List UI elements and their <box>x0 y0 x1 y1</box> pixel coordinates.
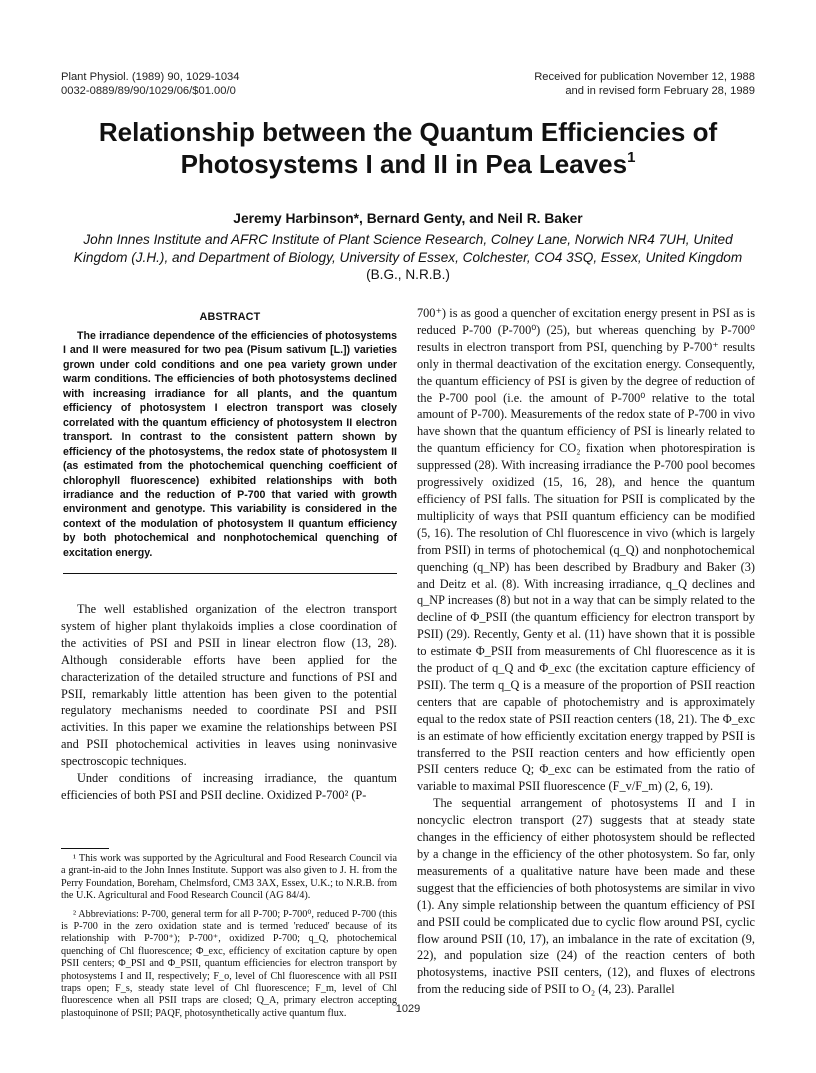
footnotes <box>61 853 397 1026</box>
affiliation-line-3: (B.G., N.R.B.) <box>366 267 450 282</box>
abstract-text: The irradiance dependence of the efficiencies of photosystems I and II were measured for two pea (Pisum sativum [L.]) varieties grown under cold conditions and one pea variety grown under warm conditions. The efficiencies of both photosystems declined with increasing irradiance for all plants, and the quantum efficiency of photosystem I electron transport was closely correlated with the quantum efficiency of photosystem II electron transport. In contrast to the consistent pattern shown by efficiency of the photosystems, the redox state of photosystem II (as estimated from the photochemical quenching coefficient of chlorophyll fluorescence) exhibited relationships with both irradiance and the reduction of P-700 that varied with growth environment and genotype. This variability is considered in the context of the modulation of photosystem II quantum efficiency by both photochemical and nonphotochemical quenching of excitation energy. <box>63 330 397 559</box>
title-line-2 <box>60 148 756 180</box>
right-paragraph-1: 700⁺) is as good a quencher of excitation energy present in PSI as is reduced P-700 (P-700⁰) (25), but whereas quenching by P-700⁰ results in electron transport from PSI, quenching by P-700⁺ results only in thermal deactivation of the excitation energy. Consequently, the quantum efficiency of PSI is given by the degree of reduction of the P-700 pool (i.e. the amount of P-700⁰ relative to the total amount of P-700). Measurements of the redox state of P-700 in vivo have shown that the quantum efficiency of PSI is linearly related to the quantum efficiency for CO₂ fixation when photorespiration is suppressed (28). With increasing irradiance the P-700 pool becomes progressively oxidized (15, 16, 28), and hence the quantum efficiency of PSI falls. The situation for PSII is complicated by the multiplicity of ways that PSII quantum efficiency can be modified (5, 16). The resolution of Chl fluorescence in vivo (which is largely from PSII) in terms of photochemical (q_Q) and nonphotochemical quenching (q_NP) has been described by Bradbury and Baker (3) and Deitz et al. (8). With increasing irradiance, q_Q declines and q_NP increases (8) but not in a way that can be simply related to the decline of Φ_PSII (the quantum efficiency for electron transport by PSII) (29). Recently, Genty et al. (11) have shown that it is possible to estimate Φ_PSII from measurements of Chl fluorescence as it is the product of q_Q and Φ_exc (the excitation capture efficiency of PSII). The term q_Q is a measure of the proportion of PSII reaction centers that are capable of photochemistry and is approximately equal to the redox state of PSII reaction centers (18, 21). The Φ_exc is an estimate of how efficiently excitation energy trapped by PSII is transferred to the PSII reaction centers and how efficiently open PSII centers reduce Q; Φ_exc can be estimated from the ratio of variable to maximal PSII fluorescence (F_v/F_m) (2, 6, 19). <box>417 306 755 794</box>
paper-title <box>60 116 756 180</box>
intro-paragraph-1: The well established organization of the electron transport system of higher plant thylakoids implies a close coordination of the activities of PSI and PSII in linear electron flow (13, 28). Although considerable efforts have been applied for the characterization of the detailed structure and functions of PSI and PSII, remarkably little attention has been given to the potential regulatory mechanisms needed to coordinate PSI and PSII activities. In this paper we examine the relationships between PSI and PSII photochemical activities in leaves using noninvasive spectroscopic techniques. <box>61 602 397 769</box>
title-line-2-text: Photosystems I and II in Pea Leaves <box>180 149 628 179</box>
journal-citation <box>61 70 240 98</box>
journal-line-2: 0032-0889/89/90/1029/06/$01.00/0 <box>61 85 236 97</box>
intro-column <box>61 601 397 804</box>
received-dates <box>534 70 755 98</box>
footnote-2: ² Abbreviations: P-700, general term for all P-700; P-700⁰, reduced P-700 (this is P-700 in the zero oxidation state and is termed 'reduced' because of its relationship with P-700⁺); P-700⁺, oxidized P-700; q_Q, photochemical quenching of Chl fluorescence; Φ_exc, efficiency of excitation capture by open PSII centers; Φ_PSI and Φ_PSII, quantum efficiencies for electron transport by photosystems I and II, respectively; F_o, level of Chl fluorescence with all PSII traps open; F_s, steady state level of Chl fluorescence; F_m, level of Chl fluorescence when all PSII traps are closed; Q_A, primary electron accepting plastoquinone of PSII; PAQF, photosynthetically active quantum flux. <box>61 908 397 1019</box>
title-line-1: Relationship between the Quantum Efficiencies of <box>98 117 718 147</box>
title-footnote-mark: 1 <box>627 149 636 166</box>
right-paragraph-2: The sequential arrangement of photosystems II and I in noncyclic electron transport (27) suggests that at steady state changes in the efficiency of either photosystem should be reflected by a change in the efficiency of the other photosystem. So far, only measurements of a qualitative nature have been made and these suggest that the efficiencies of both photosystems are similar in vivo (1). Any simple relationship between the quantum efficiency of PSI and PSII could be complicated due to cyclic flow around PSI, cyclic flow around PSII (10, 17), an imbalance in the rate of excitation (9, 22), and population size (24) of the reaction centers of both photosystems, inactive PSII centers, (12), and fluxes of electrons from the reducing side of PSII to O₂ (4, 23). Parallel <box>417 796 755 997</box>
footnote-divider <box>61 848 109 849</box>
abstract-divider <box>63 573 397 574</box>
abstract-heading: ABSTRACT <box>199 311 261 323</box>
author-list: Jeremy Harbinson*, Bernard Genty, and Neil R. Baker <box>233 211 583 226</box>
affiliation-line-2: Kingdom (J.H.), and Department of Biology, University of Essex, Colchester, CO4 3SQ, Essex, United Kingdom <box>73 249 743 265</box>
intro-paragraph-2: Under conditions of increasing irradiance, the quantum efficiencies of both PSI and PSII decline. Oxidized P-700² (P- <box>61 771 397 802</box>
affiliations <box>66 231 750 284</box>
received-line-2: and in revised form February 28, 1989 <box>565 85 755 97</box>
affiliation-line-1: John Innes Institute and AFRC Institute of Plant Science Research, Colney Lane, Norwich NR4 7UH, United <box>83 232 733 247</box>
received-line-1: Received for publication November 12, 1988 <box>534 71 755 83</box>
journal-line-1: Plant Physiol. (1989) 90, 1029-1034 <box>61 71 240 83</box>
page-number: 1029 <box>395 1003 421 1015</box>
right-column <box>417 305 755 998</box>
footnote-1: ¹ This work was supported by the Agricultural and Food Research Council via a grant-in-aid to the John Innes Institute. Support was also given to J. H. from the Perry Foundation, Boreham, Chelmsford, CM3 3AX, Essex, U.K.; to N.R.B. from the U.K. Agricultural and Food Research Council (AG 84/4). <box>61 853 397 902</box>
